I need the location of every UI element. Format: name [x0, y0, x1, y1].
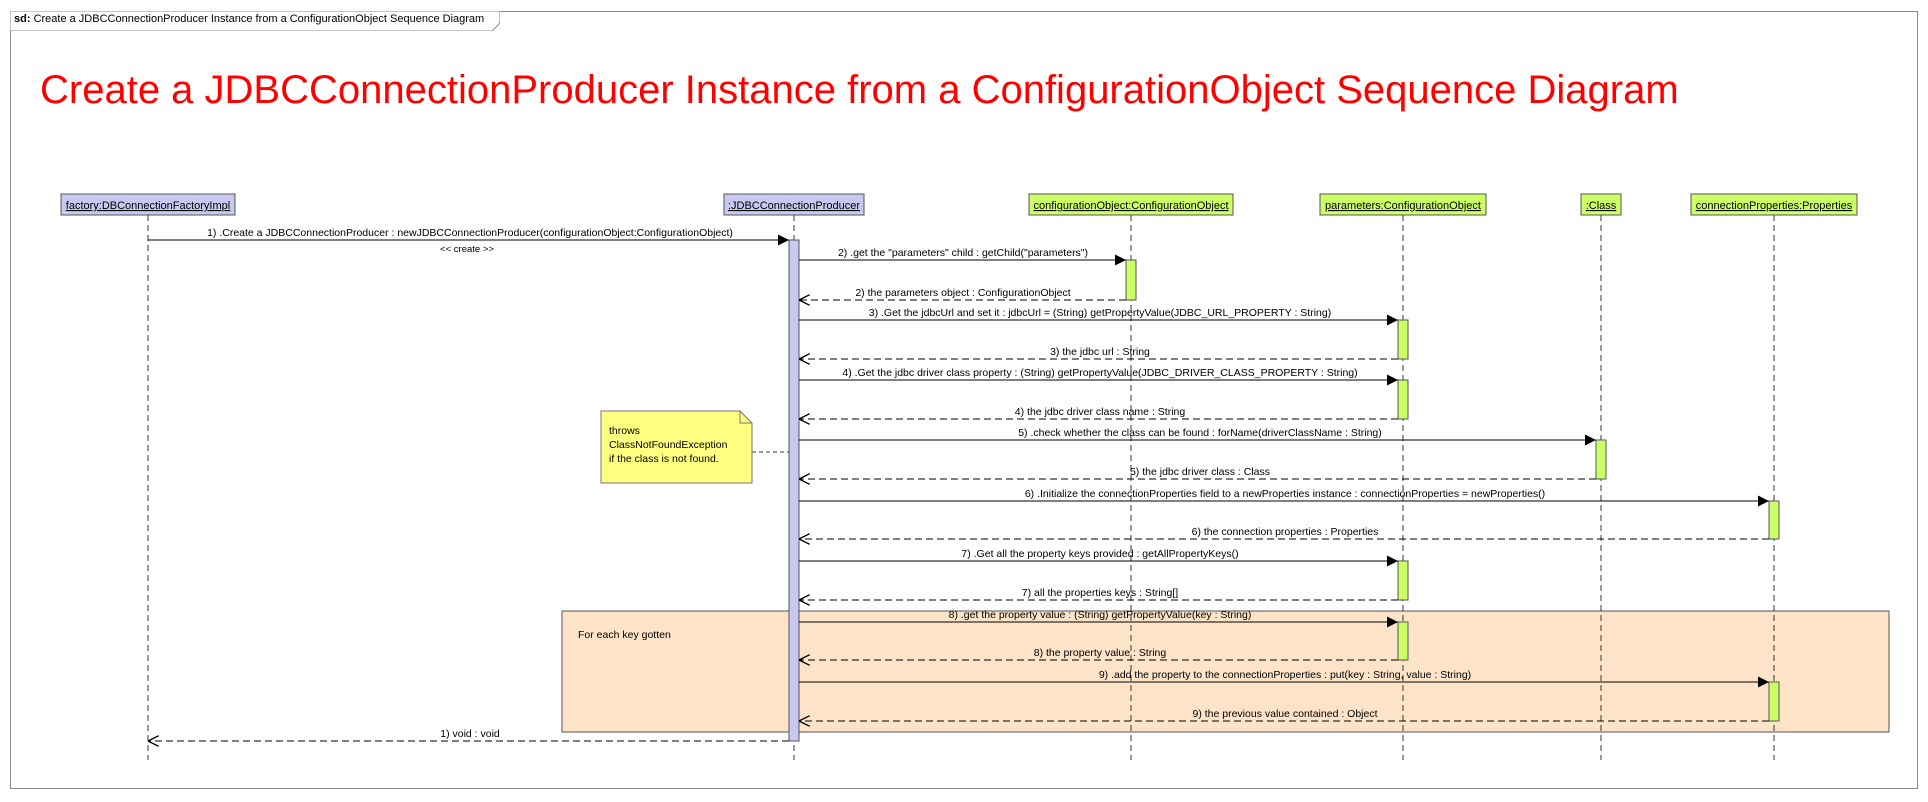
- lifeline-name-1: :JDBCConnectionProducer: [727, 200, 861, 212]
- message-label-15: 8) the property value : String: [1033, 647, 1167, 659]
- activation-5: [1769, 501, 1779, 539]
- lifeline-name-3: parameters:ConfigurationObject: [1325, 200, 1481, 212]
- activation-4: [1596, 440, 1606, 479]
- message-label-17: 9) the previous value contained : Object: [1192, 708, 1378, 720]
- lifeline-name-0: factory:DBConnectionFactoryImpl: [65, 200, 231, 212]
- message-label-14: 8) .get the property value : (String) getPropertyValue(key : String): [948, 609, 1252, 621]
- message-label-7: 4) the jdbc driver class name : String: [1014, 406, 1186, 418]
- message-label-16: 9) .add the property to the connectionProperties : put(key : String, value : String): [1098, 669, 1472, 681]
- message-label-10: 6) .Initialize the connectionProperties field to a newProperties instance : connectionProperties = newProperties(): [1024, 488, 1546, 500]
- loop-fragment-label: For each key gotten: [578, 629, 671, 641]
- diagram-title: Create a JDBCConnectionProducer Instance from a ConfigurationObject Sequence Diagram: [40, 68, 1679, 112]
- activation-2: [1398, 320, 1408, 359]
- activation-0: [789, 240, 799, 741]
- message-label-9: 5) the jdbc driver class : Class: [1129, 466, 1271, 478]
- note-line-0: throws: [609, 425, 640, 437]
- message-label-6: 4) .Get the jdbc driver class property : (String) getPropertyValue(JDBC_DRIVER_CLASS_PROPERTY : String): [842, 367, 1358, 379]
- message-label-5: 3) the jdbc url : String: [1050, 346, 1150, 358]
- note-line-1: ClassNotFoundException: [609, 439, 728, 451]
- lifeline-name-5: connectionProperties:Properties: [1695, 200, 1853, 212]
- lifeline-name-4: :Class: [1585, 200, 1617, 212]
- activation-6: [1398, 561, 1408, 600]
- frame-tab-label: sd: Create a JDBCConnectionProducer Instance from a ConfigurationObject Sequence Diagram: [14, 13, 485, 25]
- message-label-1: << create >>: [440, 244, 494, 255]
- lifeline-name-2: configurationObject:ConfigurationObject: [1033, 200, 1229, 212]
- message-label-0: 1) .Create a JDBCConnectionProducer : newJDBCConnectionProducer(configurationObject:ConfigurationObject): [207, 227, 733, 239]
- activation-3: [1398, 380, 1408, 419]
- note-line-2: if the class is not found.: [609, 453, 719, 465]
- message-label-2: 2) .get the "parameters" child : getChild("parameters"): [837, 247, 1089, 259]
- activation-7: [1398, 622, 1408, 660]
- message-label-4: 3) .Get the jdbcUrl and set it : jdbcUrl = (String) getPropertyValue(JDBC_URL_PROPERTY : String): [868, 307, 1332, 319]
- message-label-8: 5) .check whether the class can be found : forName(driverClassName : String): [1018, 427, 1382, 439]
- activation-8: [1769, 682, 1779, 721]
- message-label-13: 7) all the properties keys : String[]: [1021, 587, 1179, 599]
- message-label-18: 1) void : void: [440, 728, 500, 740]
- message-label-12: 7) .Get all the property keys provided : getAllPropertyKeys(): [961, 548, 1239, 560]
- message-label-3: 2) the parameters object : ConfigurationObject: [855, 287, 1071, 299]
- activation-1: [1126, 260, 1136, 300]
- message-label-11: 6) the connection properties : Properties: [1191, 526, 1379, 538]
